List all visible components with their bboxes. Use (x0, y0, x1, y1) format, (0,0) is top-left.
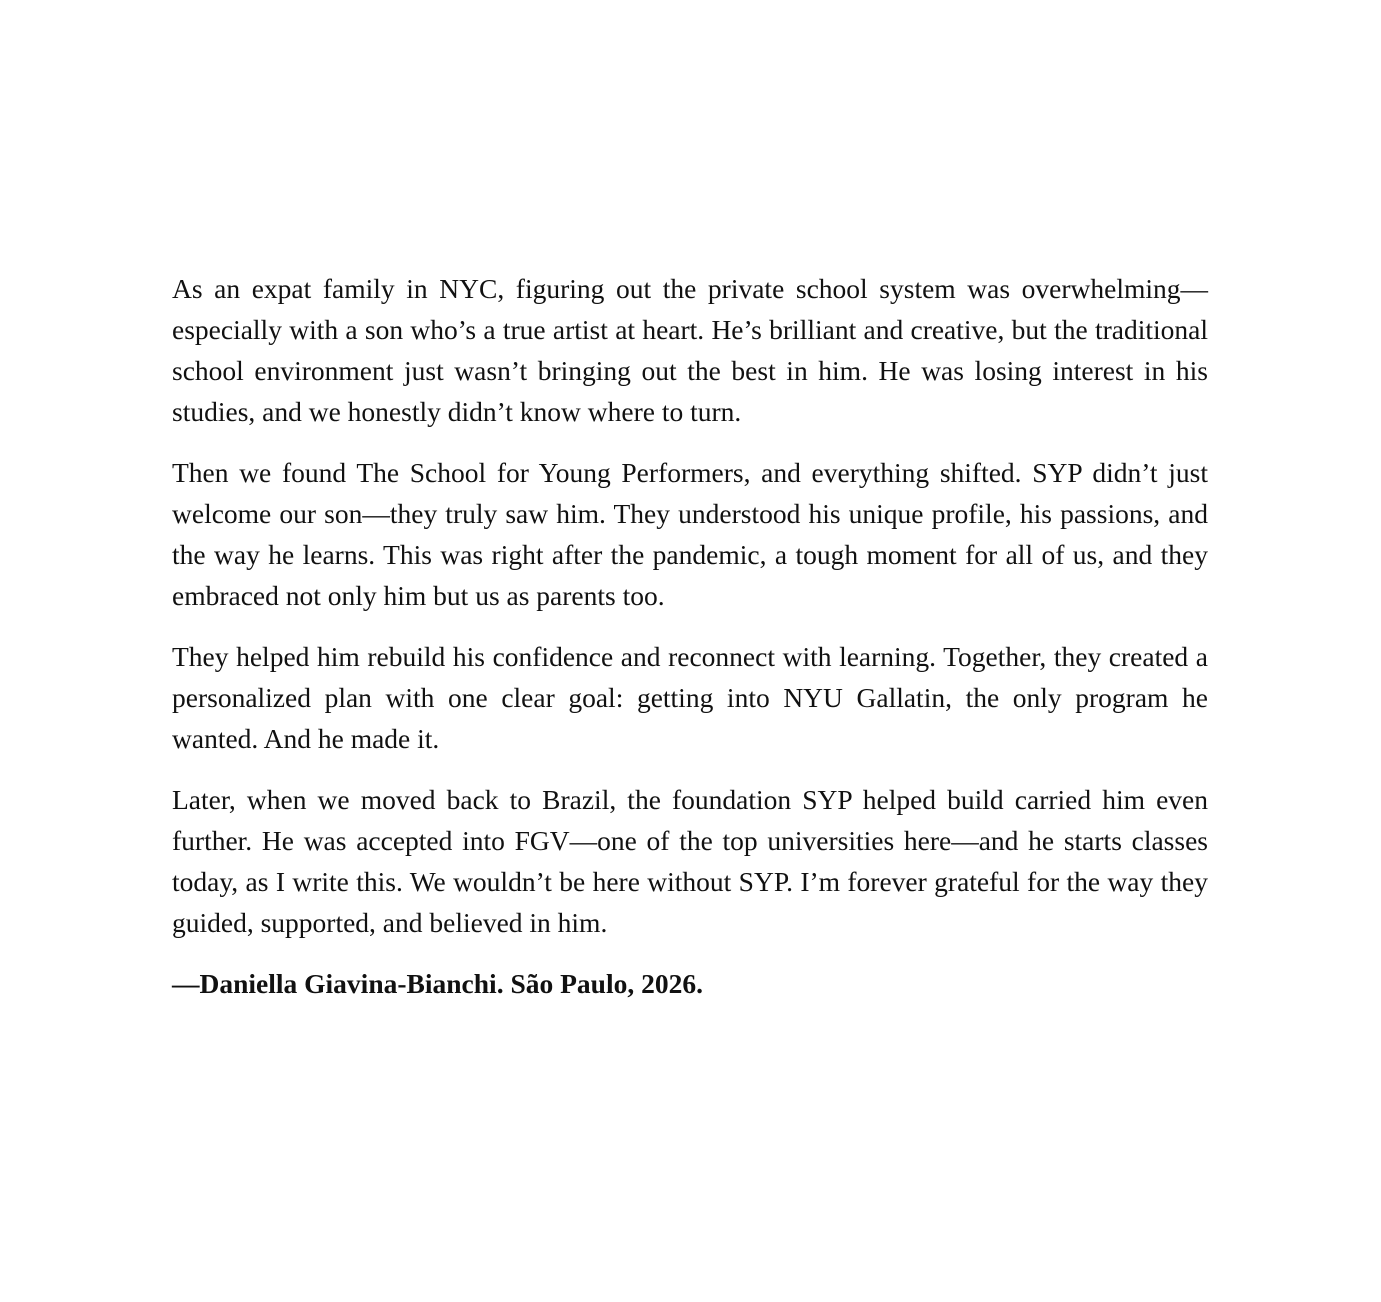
paragraph-intro: As an expat family in NYC, figuring out the private school system was overwhelming—especially with a son who’s a true artist at heart. He’s brilliant and creative, but the traditional school environment just wasn’t bringing out the best in him. He was losing interest in his studies, and we honestly didn’t know where to turn. (172, 273, 1208, 427)
paragraph-discovery: Then we found The School for Young Performers, and everything shifted. SYP didn’t just welcome our son—they truly saw him. They understood his unique profile, his passions, and the way he learns. This was right after the pandemic, a tough moment for all of us, and they embraced not only him but us as parents too. (172, 457, 1208, 611)
paragraph-plan: They helped him rebuild his confidence and reconnect with learning. Together, they created a personalized plan with one clear goal: getting into NYU Gallatin, the only program he wanted. And he made it. (172, 641, 1208, 754)
testimonial-document (172, 268, 1208, 1004)
paragraph-outcome: Later, when we moved back to Brazil, the foundation SYP helped build carried him even further. He was accepted into FGV—one of the top universities here—and he starts classes today, as I write this. We wouldn’t be here without SYP. I’m forever grateful for the way they guided, supported, and believed in him. (172, 784, 1208, 938)
signature-line: —Daniella Giavina-Bianchi. São Paulo, 2026. (172, 968, 703, 999)
